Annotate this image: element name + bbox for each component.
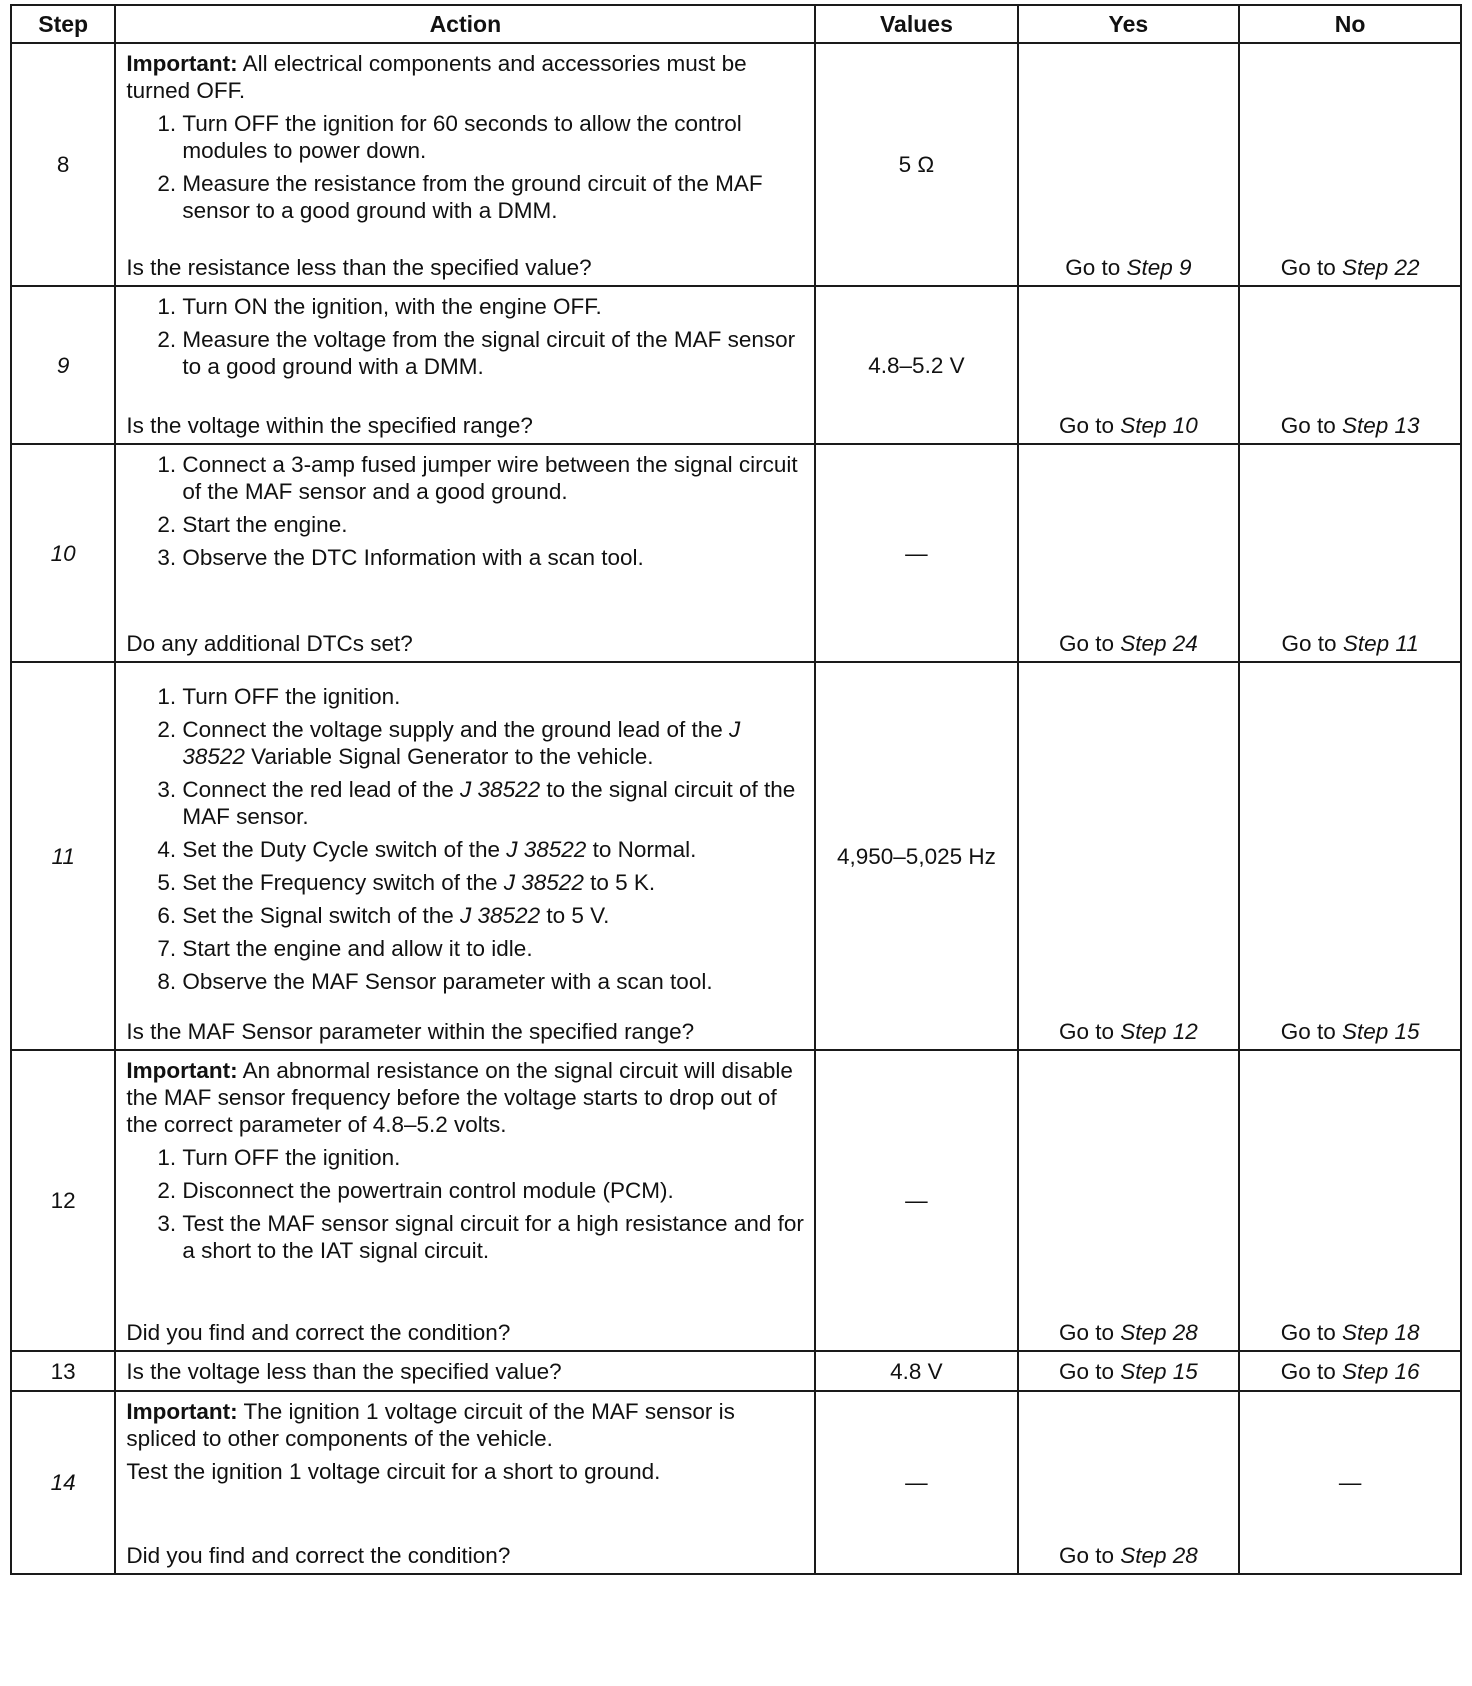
table-row-step-11 [11, 662, 1461, 1050]
goto-text: Go to [1058, 1359, 1121, 1384]
table-row-step-13 [11, 1351, 1461, 1391]
list-item: 2. Measure the resistance from the ground circuit of the MAF sensor to a good ground with a DMM. [182, 170, 806, 224]
list-item-text: Set the Signal switch of the [182, 903, 461, 928]
table-row-step-9 [11, 286, 1461, 444]
important-label: Important: [126, 1399, 238, 1424]
no-cell [1239, 1351, 1461, 1391]
question-text: Is the resistance less than the specified value? [126, 255, 592, 280]
list-item: 3. Test the MAF sensor signal circuit for a high resistance and for a short to the IAT signal circuit. [182, 1210, 806, 1264]
tool-reference: J 38522 [460, 903, 541, 928]
no-cell [1239, 662, 1461, 1050]
no-cell [1239, 286, 1461, 444]
header-values: Values [815, 5, 1017, 43]
step-number: 9 [11, 286, 115, 444]
list-item: 7. Start the engine and allow it to idle. [182, 935, 806, 962]
goto-text: Go to [1058, 1019, 1121, 1044]
important-note [126, 1057, 806, 1138]
step-link[interactable]: Step 10 [1120, 413, 1198, 438]
procedure-list [126, 110, 806, 224]
list-item-text: to Normal. [586, 837, 697, 862]
list-item-text: Set the Frequency switch of the [182, 870, 504, 895]
list-item: 1. Turn ON the ignition, with the engine OFF. [182, 293, 806, 320]
value-cell: 4,950–5,025 Hz [815, 662, 1017, 1050]
goto-text: Go to [1280, 255, 1342, 280]
header-no: No [1239, 5, 1461, 43]
list-item [182, 902, 806, 929]
yes-cell [1018, 1050, 1240, 1351]
step-link[interactable]: Step 15 [1120, 1359, 1198, 1384]
step-number: 11 [11, 662, 115, 1050]
step-link[interactable]: Step 18 [1341, 1320, 1420, 1345]
goto-text: Go to [1280, 1320, 1342, 1345]
list-item [182, 836, 806, 863]
step-link[interactable]: Step 28 [1120, 1320, 1198, 1345]
action-cell [115, 662, 815, 1050]
procedure-list [126, 293, 806, 380]
value-cell: 4.8 V [815, 1351, 1017, 1391]
list-item: 8. Observe the MAF Sensor parameter with a scan tool. [182, 968, 806, 995]
header-action: Action [115, 5, 815, 43]
table-row-step-12 [11, 1050, 1461, 1351]
action-cell [115, 43, 815, 286]
value-cell: — [815, 1050, 1017, 1351]
important-text: All electrical components and accessories must be turned OFF. [126, 51, 747, 103]
step-link[interactable]: Step 15 [1341, 1019, 1420, 1044]
tool-reference: J 38522 [182, 717, 741, 769]
list-item-text: Connect the voltage supply and the ground lead of the [182, 717, 729, 742]
list-item [182, 716, 806, 770]
step-link[interactable]: Step 28 [1120, 1543, 1198, 1568]
value-cell: — [815, 444, 1017, 662]
question-text: Is the voltage less than the specified value? [126, 1358, 562, 1384]
list-item-text: Connect the red lead of the [182, 777, 461, 802]
important-text: The ignition 1 voltage circuit of the MAF sensor is spliced to other components of the vehicle. [126, 1399, 735, 1451]
list-item: 1. Turn OFF the ignition for 60 seconds to allow the control modules to power down. [182, 110, 806, 164]
goto-text: Go to [1058, 1543, 1121, 1568]
step-number: 12 [11, 1050, 115, 1351]
value-cell: 4.8–5.2 V [815, 286, 1017, 444]
list-item-text: to the signal circuit of the MAF sensor. [182, 777, 796, 829]
list-item: 3. Observe the DTC Information with a scan tool. [182, 544, 806, 571]
diagnostic-table-page [10, 4, 1462, 1575]
yes-cell [1018, 444, 1240, 662]
step-link[interactable]: Step 22 [1341, 255, 1420, 280]
table-row-step-10 [11, 444, 1461, 662]
goto-text: Go to [1058, 1320, 1121, 1345]
table-row-step-8 [11, 43, 1461, 286]
tool-reference: J 38522 [503, 870, 584, 895]
no-cell [1239, 444, 1461, 662]
list-item-text: Set the Duty Cycle switch of the [182, 837, 507, 862]
step-link[interactable]: Step 9 [1126, 255, 1192, 280]
question-text: Is the voltage within the specified range? [126, 413, 533, 438]
question-text: Is the MAF Sensor parameter within the specified range? [126, 1019, 695, 1044]
table-header-row [11, 5, 1461, 43]
yes-cell [1018, 1391, 1240, 1574]
tool-reference: J 38522 [460, 777, 541, 802]
step-link[interactable]: Step 11 [1342, 631, 1419, 656]
procedure-list [126, 1144, 806, 1264]
action-cell [115, 1391, 815, 1574]
step-number: 13 [11, 1351, 115, 1391]
goto-text: Go to [1280, 413, 1342, 438]
list-item: 2. Measure the voltage from the signal circuit of the MAF sensor to a good ground with a DMM. [182, 326, 806, 380]
action-cell [115, 1351, 815, 1391]
action-cell [115, 286, 815, 444]
goto-text: Go to [1280, 1359, 1342, 1384]
list-item: 1. Connect a 3-amp fused jumper wire between the signal circuit of the MAF sensor and a good ground. [182, 451, 806, 505]
question-text: Did you find and correct the condition? [126, 1320, 511, 1345]
step-number: 8 [11, 43, 115, 286]
list-item [182, 776, 806, 830]
list-item: 2. Start the engine. [182, 511, 806, 538]
list-item-text: to 5 V. [540, 903, 610, 928]
header-yes: Yes [1018, 5, 1240, 43]
list-item: 1. Turn OFF the ignition. [182, 683, 806, 710]
goto-text: Go to [1065, 255, 1127, 280]
list-item-text: Variable Signal Generator to the vehicle. [244, 744, 654, 769]
step-link[interactable]: Step 24 [1120, 631, 1198, 656]
value-cell: — [815, 1391, 1017, 1574]
list-item-text: to 5 K. [583, 870, 656, 895]
important-label: Important: [126, 1058, 238, 1083]
action-cell [115, 444, 815, 662]
yes-cell [1018, 1351, 1240, 1391]
yes-cell [1018, 43, 1240, 286]
step-number: 10 [11, 444, 115, 662]
action-cell [115, 1050, 815, 1351]
procedure-list [126, 683, 806, 995]
table-row-step-14 [11, 1391, 1461, 1574]
step-link[interactable]: Step 13 [1341, 413, 1420, 438]
important-label: Important: [126, 51, 238, 76]
important-text: An abnormal resistance on the signal circuit will disable the MAF sensor frequency before the voltage starts to drop out of the correct parameter of 4.8–5.2 volts. [126, 1058, 793, 1137]
no-cell: — [1239, 1391, 1461, 1574]
diagnostic-table [10, 4, 1462, 1575]
goto-text: Go to [1058, 413, 1121, 438]
header-step: Step [11, 5, 115, 43]
list-item: 2. Disconnect the powertrain control module (PCM). [182, 1177, 806, 1204]
question-text: Do any additional DTCs set? [126, 631, 413, 656]
goto-text: Go to [1280, 1019, 1342, 1044]
step-link[interactable]: Step 12 [1120, 1019, 1198, 1044]
no-cell [1239, 43, 1461, 286]
value-cell: 5 Ω [815, 43, 1017, 286]
important-note [126, 1398, 806, 1452]
list-item [182, 869, 806, 896]
no-cell [1239, 1050, 1461, 1351]
tool-reference: J 38522 [506, 837, 587, 862]
question-text: Did you find and correct the condition? [126, 1543, 511, 1568]
important-note [126, 50, 806, 104]
goto-text: Go to [1281, 631, 1343, 656]
goto-text: Go to [1058, 631, 1121, 656]
procedure-list [126, 451, 806, 571]
step-link[interactable]: Step 16 [1341, 1359, 1420, 1384]
list-item: 1. Turn OFF the ignition. [182, 1144, 806, 1171]
yes-cell [1018, 662, 1240, 1050]
yes-cell [1018, 286, 1240, 444]
step-number: 14 [11, 1391, 115, 1574]
instruction-text: Test the ignition 1 voltage circuit for a short to ground. [126, 1459, 661, 1484]
